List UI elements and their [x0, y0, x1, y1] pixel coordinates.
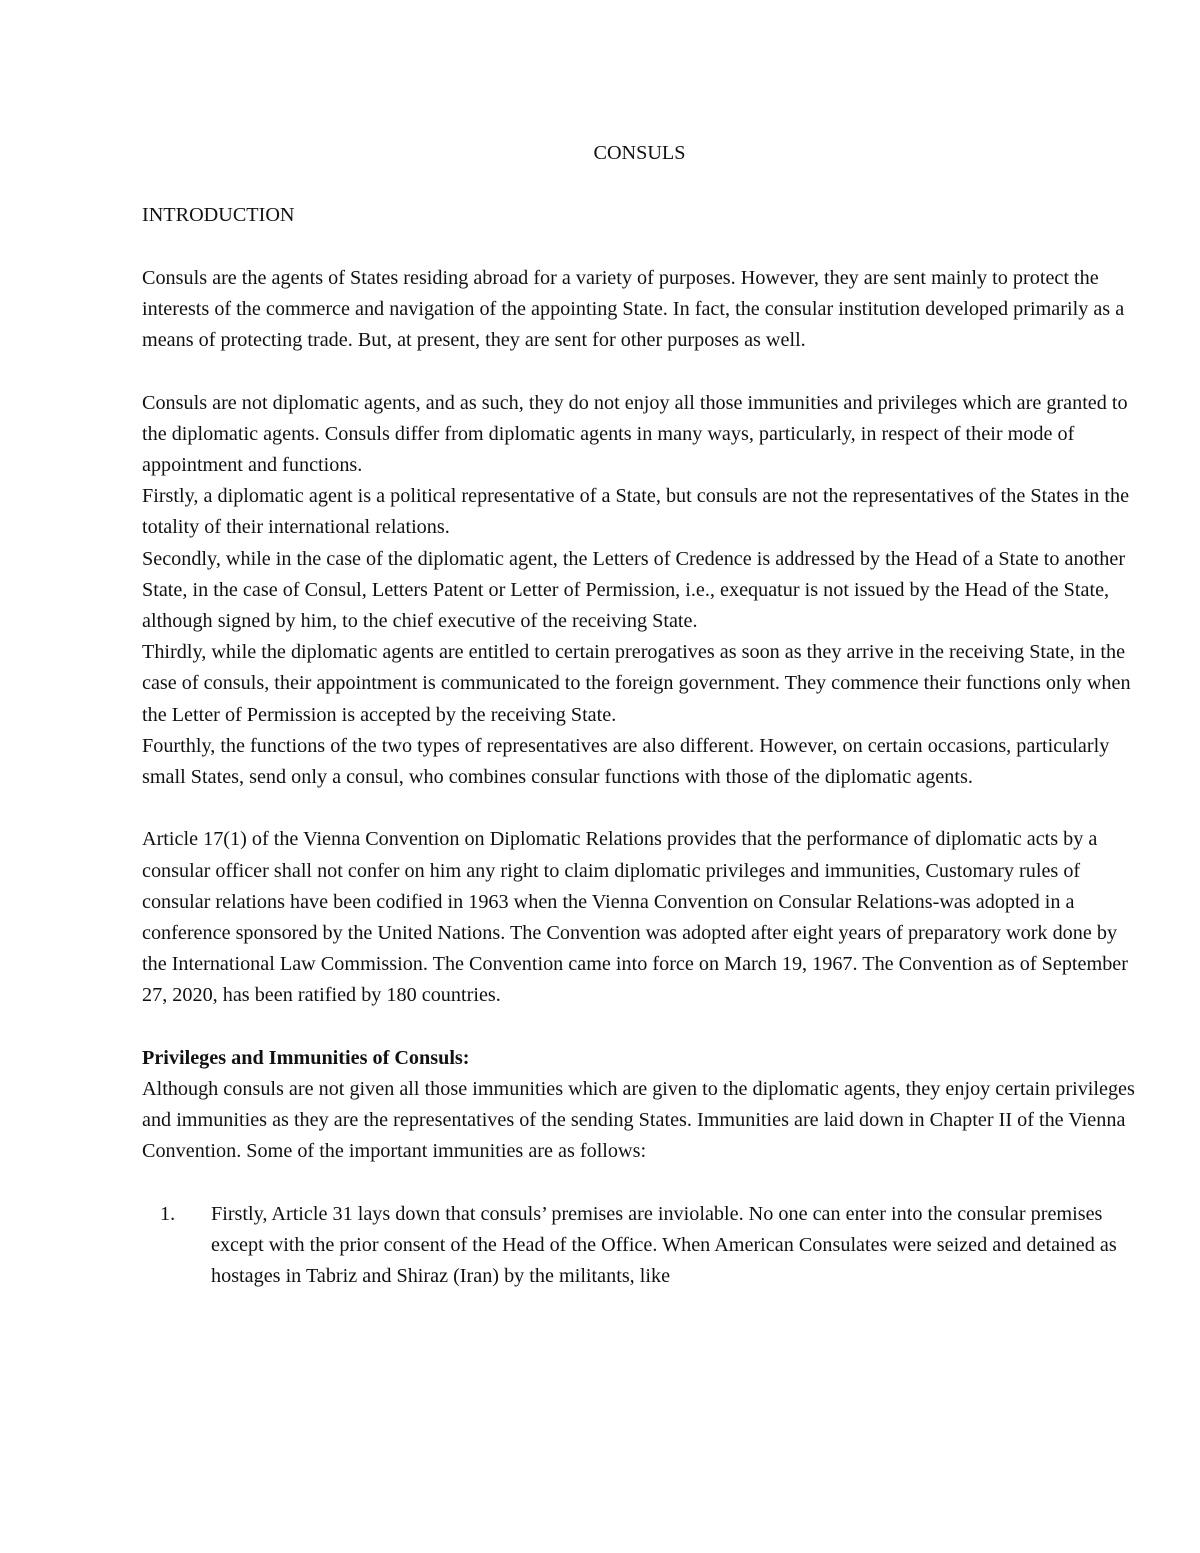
intro-paragraph: Consuls are the agents of States residing abroad for a variety of purposes. However, they are sent mainly to protect the interests of the commerce and navigation of the appointing State. In fact, the consular institution developed primarily as a means of protecting trade. But, at present, they are sent for other purposes as well. — [142, 266, 1125, 352]
introduction-heading: INTRODUCTION — [142, 204, 295, 227]
differences-secondly-paragraph: Secondly, while in the case of the diplomatic agent, the Letters of Credence is addressed by the Head of a State to another State, in the case of Consul, Letters Patent or Letter of Permission, i.e., exequatur is not issued by the Head of the State, although signed by him, to the chief executive of the receiving State. — [142, 547, 1126, 632]
spacer — [142, 356, 1137, 387]
document-body — [142, 138, 1137, 1292]
privileges-paragraph: Although consuls are not given all those immunities which are given to the diplomatic agents, they enjoy certain privileges and immunities as they are the representatives of the sending States. Immunities are laid down in Chapter II of the Vienna Convention. Some of the important immunities are as follows: — [142, 1078, 1135, 1163]
immunities-list — [142, 1199, 1137, 1293]
list-item-number: 1. — [160, 1202, 176, 1225]
differences-paragraph: Consuls are not diplomatic agents, and as such, they do not enjoy all those immunities and privileges which are granted to the diplomatic agents. Consuls differ from diplomatic agents in many ways, particularly, in respect of their mode of appointment and functions. — [142, 391, 1128, 476]
differences-fourthly-paragraph: Fourthly, the functions of the two types of representatives are also different. However, on certain occasions, particularly small States, send only a consul, who combines consular functions with those of the diplomatic agents. — [142, 734, 1110, 788]
differences-firstly-paragraph: Firstly, a diplomatic agent is a political representative of a State, but consuls are not the representatives of the States in the totality of their international relations. — [142, 485, 1130, 539]
document-title: CONSULS — [593, 142, 686, 164]
spacer — [142, 793, 1137, 824]
privileges-heading: Privileges and Immunities of Consuls: — [142, 1046, 470, 1069]
differences-thirdly-paragraph: Thirdly, while the diplomatic agents are entitled to certain prerogatives as soon as they arrive in the receiving State, in the case of consuls, their appointment is communicated to the foreign government. They commence their functions only when the Letter of Permission is accepted by the receiving State. — [142, 641, 1131, 726]
article17-paragraph: Article 17(1) of the Vienna Convention on Diplomatic Relations provides that the performance of diplomatic acts by a consular officer shall not confer on him any right to claim diplomatic privileges and immunities, Customary rules of consular relations have been codified in 1963 when the Vienna Convention on Consular Relations-was adopted in a conference sponsored by the United Nations. The Convention was adopted after eight years of preparatory work done by the International Law Commission. The Convention came into force on March 19, 1967. The Convention as of September 27, 2020, has been ratified by 180 countries. — [142, 828, 1128, 1007]
list-item-text: Firstly, Article 31 lays down that consuls’ premises are inviolable. No one can enter into the consular premises except with the prior consent of the Head of the Office. When American Consulates were seized and detained as hostages in Tabriz and Shiraz (Iran) by the militants, like — [211, 1202, 1117, 1288]
spacer — [142, 1012, 1137, 1043]
list-item — [142, 1199, 1137, 1293]
spacer — [142, 232, 1137, 263]
spacer — [142, 1168, 1137, 1199]
